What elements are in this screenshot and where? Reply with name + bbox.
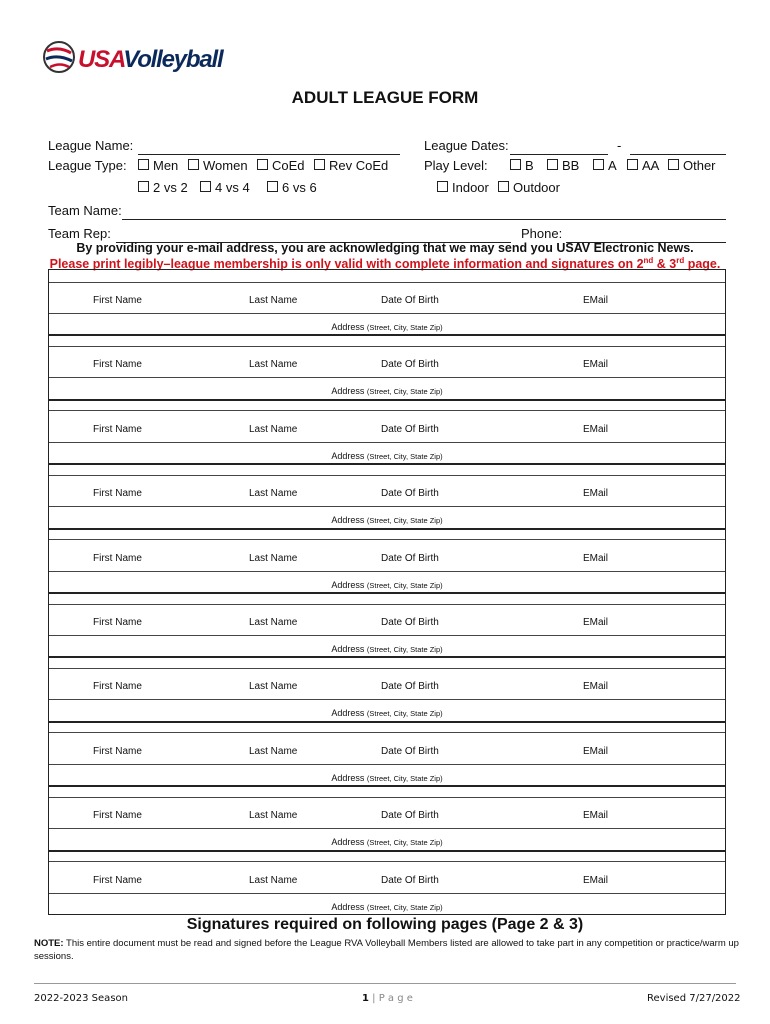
address-hint: (Street, City, State Zip) xyxy=(366,516,443,526)
address-label xyxy=(49,322,725,332)
address-word: Address xyxy=(331,837,365,848)
option-label: Outdoor xyxy=(513,180,560,195)
checkbox-icon xyxy=(437,181,448,192)
last-name-label: Last Name xyxy=(249,423,298,435)
footer-season: 2022-2023 Season xyxy=(34,993,128,1004)
play-level-bb[interactable] xyxy=(547,158,579,173)
address-hint: (Street, City, State Zip) xyxy=(366,645,443,654)
roster-row[interactable] xyxy=(49,399,725,463)
first-name-label: First Name xyxy=(93,488,142,500)
email-label: EMail xyxy=(583,810,609,822)
option-label: Women xyxy=(203,158,248,173)
note-text: This entire document must be read and signed before the League RVA Volleyball Members listed are allowed to take part in any competition or practice/warm up sessions. xyxy=(34,938,739,962)
date-of-birth-label: Date Of Birth xyxy=(381,681,439,693)
league-type-men[interactable] xyxy=(138,158,178,173)
address-label xyxy=(49,644,725,654)
roster-row[interactable] xyxy=(49,270,725,334)
address-word: Address xyxy=(331,901,365,912)
note-paragraph xyxy=(34,937,744,963)
roster-row[interactable] xyxy=(49,721,725,785)
page-separator: | xyxy=(368,993,379,1004)
address-hint: (Street, City, State Zip) xyxy=(366,580,443,590)
row-divider xyxy=(49,399,725,401)
checkbox-icon xyxy=(498,181,509,192)
play-level-label: Play Level: xyxy=(424,158,488,173)
last-name-label: Last Name xyxy=(249,874,298,886)
entry-line xyxy=(49,539,725,540)
address-hint: (Street, City, State Zip) xyxy=(366,387,443,397)
entry-line xyxy=(49,893,725,894)
team-rep-label: Team Rep: xyxy=(48,226,111,241)
play-level-b[interactable] xyxy=(510,158,534,173)
first-name-label: First Name xyxy=(93,423,142,435)
entry-line xyxy=(49,797,725,798)
option-label: AA xyxy=(642,158,660,173)
phone-label: Phone: xyxy=(521,226,563,241)
checkbox-icon xyxy=(138,181,149,192)
checkbox-icon xyxy=(510,159,521,170)
league-name-field[interactable] xyxy=(138,140,400,155)
play-level-indoor[interactable] xyxy=(437,180,489,195)
notice-sup: rd xyxy=(676,256,685,265)
first-name-label: First Name xyxy=(93,745,142,757)
address-word: Address xyxy=(331,450,365,461)
entry-line xyxy=(49,313,725,314)
option-label: A xyxy=(608,158,617,173)
checkbox-icon xyxy=(138,159,149,170)
team-name-label: Team Name: xyxy=(48,203,122,218)
option-label: BB xyxy=(562,158,580,173)
email-label: EMail xyxy=(583,745,609,757)
first-name-label: First Name xyxy=(93,874,142,886)
roster-row[interactable] xyxy=(49,528,725,592)
first-name-label: First Name xyxy=(93,552,142,564)
league-name-label: League Name: xyxy=(48,138,134,153)
notice-text: & 3 xyxy=(653,257,677,272)
checkbox-icon xyxy=(627,159,638,170)
first-name-label: First Name xyxy=(93,810,142,822)
date-of-birth-label: Date Of Birth xyxy=(381,359,439,371)
option-label: CoEd xyxy=(272,158,305,173)
option-label: Rev CoEd xyxy=(329,158,389,173)
usav-logo xyxy=(42,40,223,80)
row-divider xyxy=(49,463,725,465)
checkbox-icon xyxy=(188,159,199,170)
row-divider xyxy=(49,656,725,658)
email-label: EMail xyxy=(583,295,609,306)
roster-row[interactable] xyxy=(49,334,725,398)
league-type-coed[interactable] xyxy=(257,158,305,173)
checkbox-icon xyxy=(314,159,325,170)
entry-line xyxy=(49,475,725,476)
roster-row[interactable] xyxy=(49,656,725,720)
address-label xyxy=(49,386,725,396)
address-label xyxy=(49,837,725,847)
email-label: EMail xyxy=(583,552,609,564)
address-word: Address xyxy=(331,708,365,719)
dates-separator: - xyxy=(617,138,622,153)
notice-text: Please print legibly–league membership is only valid with complete information and signatures on 2 xyxy=(49,257,644,272)
checkbox-icon xyxy=(200,181,211,192)
email-label: EMail xyxy=(583,423,609,435)
date-of-birth-label: Date Of Birth xyxy=(381,617,439,628)
email-notice: By providing your e-mail address, you are acknowledging that we may send you USAV Electronic News. xyxy=(76,241,694,255)
play-level-other[interactable] xyxy=(668,158,716,173)
play-level-aa[interactable] xyxy=(627,158,659,173)
email-label: EMail xyxy=(583,617,609,628)
date-of-birth-label: Date Of Birth xyxy=(381,874,439,886)
first-name-label: First Name xyxy=(93,617,142,628)
address-word: Address xyxy=(331,772,365,783)
notice-sup: nd xyxy=(643,256,654,265)
row-divider xyxy=(49,528,725,530)
row-divider xyxy=(49,785,725,787)
league-type-label: League Type: xyxy=(48,158,127,173)
address-word: Address xyxy=(331,322,365,332)
option-label: 6 vs 6 xyxy=(282,180,317,195)
page-number: 1 xyxy=(362,993,369,1004)
last-name-label: Last Name xyxy=(249,295,298,306)
logo-volleyball-text: Volleyball xyxy=(123,46,223,73)
checkbox-icon xyxy=(547,159,558,170)
entry-line xyxy=(49,699,725,700)
roster-row[interactable] xyxy=(49,785,725,849)
league-type-rev-coed[interactable] xyxy=(314,158,388,173)
option-label: 2 vs 2 xyxy=(153,180,188,195)
address-label xyxy=(49,515,725,525)
date-of-birth-label: Date Of Birth xyxy=(381,488,439,500)
row-divider xyxy=(49,592,725,594)
address-word: Address xyxy=(331,579,365,590)
footer-revised: Revised 7/27/2022 xyxy=(647,993,741,1004)
email-label: EMail xyxy=(583,681,609,693)
option-label: 4 vs 4 xyxy=(215,180,250,195)
address-hint: (Street, City, State Zip) xyxy=(366,902,443,912)
footer-page xyxy=(362,993,413,1004)
entry-line xyxy=(49,410,725,411)
email-label: EMail xyxy=(583,488,609,500)
last-name-label: Last Name xyxy=(249,359,298,371)
date-of-birth-label: Date Of Birth xyxy=(381,423,439,435)
address-label xyxy=(49,580,725,590)
checkbox-icon xyxy=(668,159,679,170)
form-title: ADULT LEAGUE FORM xyxy=(291,88,479,107)
last-name-label: Last Name xyxy=(249,488,298,500)
address-word: Address xyxy=(331,515,365,526)
team-name-field[interactable] xyxy=(122,205,726,220)
league-dates-label: League Dates: xyxy=(424,138,509,153)
entry-line xyxy=(49,346,725,347)
entry-line xyxy=(49,282,725,283)
signatures-heading: Signatures required on following pages (Page 2 & 3) xyxy=(186,916,584,933)
first-name-label: First Name xyxy=(93,295,142,306)
address-hint: (Street, City, State Zip) xyxy=(366,838,443,848)
row-divider xyxy=(49,721,725,723)
roster-row[interactable] xyxy=(49,592,725,656)
checkbox-icon xyxy=(257,159,268,170)
address-hint: (Street, City, State Zip) xyxy=(366,323,443,332)
notice-text: page. xyxy=(684,257,721,272)
entry-line xyxy=(49,571,725,572)
option-label: Other xyxy=(683,158,716,173)
row-divider xyxy=(49,334,725,336)
play-level-outdoor[interactable] xyxy=(498,180,560,195)
email-label: EMail xyxy=(583,359,609,371)
option-label: Men xyxy=(153,158,179,173)
play-level-a[interactable] xyxy=(593,158,617,173)
footer-divider xyxy=(34,983,736,984)
address-label xyxy=(49,902,725,912)
last-name-label: Last Name xyxy=(249,552,298,564)
address-hint: (Street, City, State Zip) xyxy=(366,709,443,719)
entry-line xyxy=(49,668,725,669)
league-type-women[interactable] xyxy=(188,158,248,173)
logo-wordmark xyxy=(78,46,222,74)
option-label: B xyxy=(525,158,534,173)
last-name-label: Last Name xyxy=(249,681,298,693)
address-label xyxy=(49,773,725,783)
last-name-label: Last Name xyxy=(249,810,298,822)
roster-grid xyxy=(48,269,726,915)
logo-usa-text: USA xyxy=(78,46,124,73)
entry-line xyxy=(49,732,725,733)
checkbox-icon xyxy=(267,181,278,192)
first-name-label: First Name xyxy=(93,359,142,371)
last-name-label: Last Name xyxy=(249,745,298,757)
entry-line xyxy=(49,764,725,765)
entry-line xyxy=(49,861,725,862)
date-of-birth-label: Date Of Birth xyxy=(381,745,439,757)
email-label: EMail xyxy=(583,874,609,886)
address-hint: (Street, City, State Zip) xyxy=(366,773,443,783)
page-word: P a g e xyxy=(378,993,413,1004)
note-label: NOTE: xyxy=(34,938,64,949)
address-label xyxy=(49,451,725,461)
volleyball-icon xyxy=(42,40,76,74)
row-divider xyxy=(49,850,725,852)
roster-row[interactable] xyxy=(49,850,725,914)
league-end-date-field[interactable] xyxy=(630,140,726,155)
entry-line xyxy=(49,635,725,636)
roster-row[interactable] xyxy=(49,463,725,527)
last-name-label: Last Name xyxy=(249,617,298,628)
address-word: Address xyxy=(331,644,365,654)
address-label xyxy=(49,708,725,718)
league-type-6v6[interactable] xyxy=(267,180,317,195)
address-word: Address xyxy=(331,386,365,397)
address-hint: (Street, City, State Zip) xyxy=(366,451,443,461)
date-of-birth-label: Date Of Birth xyxy=(381,295,439,306)
entry-line xyxy=(49,828,725,829)
league-start-date-field[interactable] xyxy=(510,140,608,155)
entry-line xyxy=(49,506,725,507)
first-name-label: First Name xyxy=(93,681,142,693)
option-label: Indoor xyxy=(452,180,489,195)
checkbox-icon xyxy=(593,159,604,170)
date-of-birth-label: Date Of Birth xyxy=(381,552,439,564)
entry-line xyxy=(49,442,725,443)
date-of-birth-label: Date Of Birth xyxy=(381,810,439,822)
entry-line xyxy=(49,377,725,378)
entry-line xyxy=(49,604,725,605)
league-type-2v2[interactable] xyxy=(138,180,188,195)
league-type-4v4[interactable] xyxy=(200,180,250,195)
